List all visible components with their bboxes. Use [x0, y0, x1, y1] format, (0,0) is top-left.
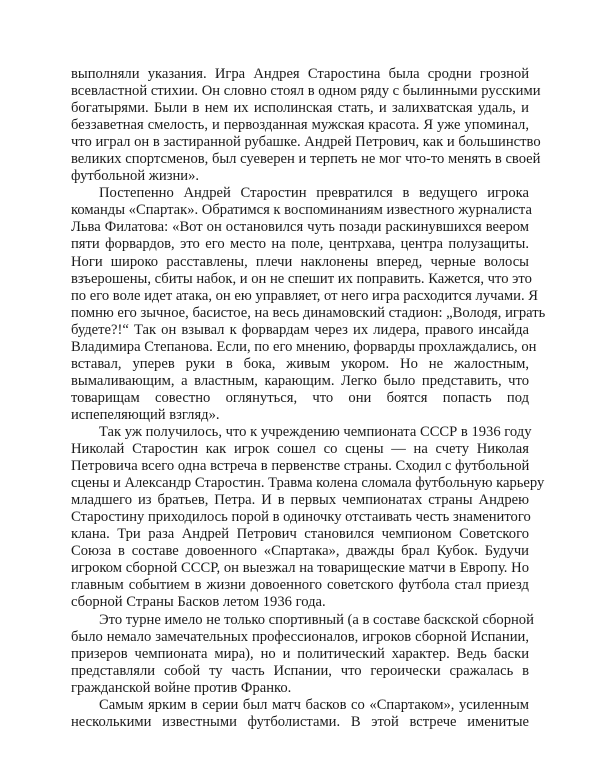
text-line: представляли собой ту часть Испании, что героически сражалась в [71, 662, 529, 679]
text-line: Самым ярким в серии был матч басков со «Спартаком», усиленным [99, 696, 529, 713]
text-line: всевластной стихии. Он словно стоял в одном ряду с былинными русскими [71, 83, 541, 100]
text-line: богатырями. Были в нем их исполинская стать, и залихватская удаль, и [71, 100, 529, 117]
paragraph [71, 66, 541, 185]
text-line: Так уж получилось, что к учреждению чемпионата СССР в 1936 году [99, 423, 532, 440]
text-line: несколькими известными футболистами. В этой встрече именитые [71, 713, 529, 730]
text-line: клана. Три раза Андрей Петрович становился чемпионом Советского [71, 526, 529, 543]
text-line: Петровича всего одна встреча в первенстве страны. Сходил с футбольной [71, 458, 530, 475]
text-line: игроком сборной СССР, он выезжал на товарищеские матчи в Европу. Но [71, 560, 529, 577]
paragraph [71, 697, 529, 731]
text-line: Постепенно Андрей Старостин превратился в ведущего игрока [99, 185, 529, 202]
text-line: товарищам совестно оглянуться, что они боятся попасть под [71, 389, 529, 406]
paragraph [71, 185, 546, 424]
text-line: младшего из братьев, Петра. И в первых чемпионатах страны Андрею [71, 492, 529, 509]
text-line: пяти форвардов, это его место на поле, центрхава, центра полузащиты. [71, 236, 529, 253]
text-line: великих спортсменов, был суеверен и терпеть не мог что-то менять в своей [71, 151, 541, 168]
text-line: Союза в составе довоенного «Спартака», дважды брал Кубок. Будучи [71, 543, 529, 560]
text-line: команды «Спартак». Обратимся к воспоминаниям известного журналиста [71, 202, 532, 219]
text-line: Владимира Степанова. Если, по его мнению, форварды прохлаждались, он [71, 338, 537, 355]
text-line: вымаливающим, а властным, карающим. Легко было представить, что [71, 372, 529, 389]
text-line: сцены и Александр Старостин. Травма колена сломала футбольную карьеру [71, 475, 545, 492]
paragraph [71, 423, 545, 612]
text-line: Старостину приходилось порой в одиночку отстаивать честь знаменитого [71, 509, 531, 526]
text-line: помню его зычное, басистое, на весь динамовский стадион: „Володя, играть [71, 304, 546, 321]
text-line: по его воле идет атака, он ею управляет, от него игра расходится лучами. Я [71, 287, 539, 304]
text-line: Это турне имело не только спортивный (а в составе баскской сборной [99, 611, 534, 628]
paragraph [71, 611, 534, 697]
text-line: Ноги широко расставлены, плечи наклонены вперед, черные волосы [71, 253, 529, 270]
text-line: призеров чемпионата мира), но и политический характер. Ведь баски [71, 645, 529, 662]
text-line: главным событием в жизни довоенного советского футбола стал приезд [71, 577, 529, 594]
text-line: беззаветная смелость, и первозданная мужская красота. Я уже упоминал, [71, 117, 529, 134]
text-line: футбольной жизни». [71, 168, 200, 185]
text-line: гражданской войне против Франко. [71, 679, 292, 696]
text-line: было немало замечательных профессионалов, игроков сборной Испании, [71, 628, 529, 645]
text-line: Льва Филатова: «Вот он остановился чуть позади раскинувшихся веером [71, 219, 529, 236]
text-line: что играл он в застиранной рубашке. Андрей Петрович, как и большинство [71, 134, 541, 151]
document-page [71, 66, 546, 731]
text-line: вставал, уперев руки в бока, живым укором. Но не жалостным, [71, 355, 529, 372]
text-line: выполняли указания. Игра Андрея Старостина была сродни грозной [71, 66, 529, 82]
text-line: будете?!“ Так он взывал к форвардам через их лидера, правого инсайда [71, 321, 529, 338]
text-line: сборной Страны Басков летом 1936 года. [71, 594, 326, 611]
text-line: взъерошены, сбиты набок, и он не спешит их поправить. Кажется, что это [71, 270, 532, 287]
text-line: Николай Старостин как игрок сошел со сцены — на счету Николая [71, 441, 529, 458]
text-line: испепеляющий взгляд». [71, 406, 220, 423]
